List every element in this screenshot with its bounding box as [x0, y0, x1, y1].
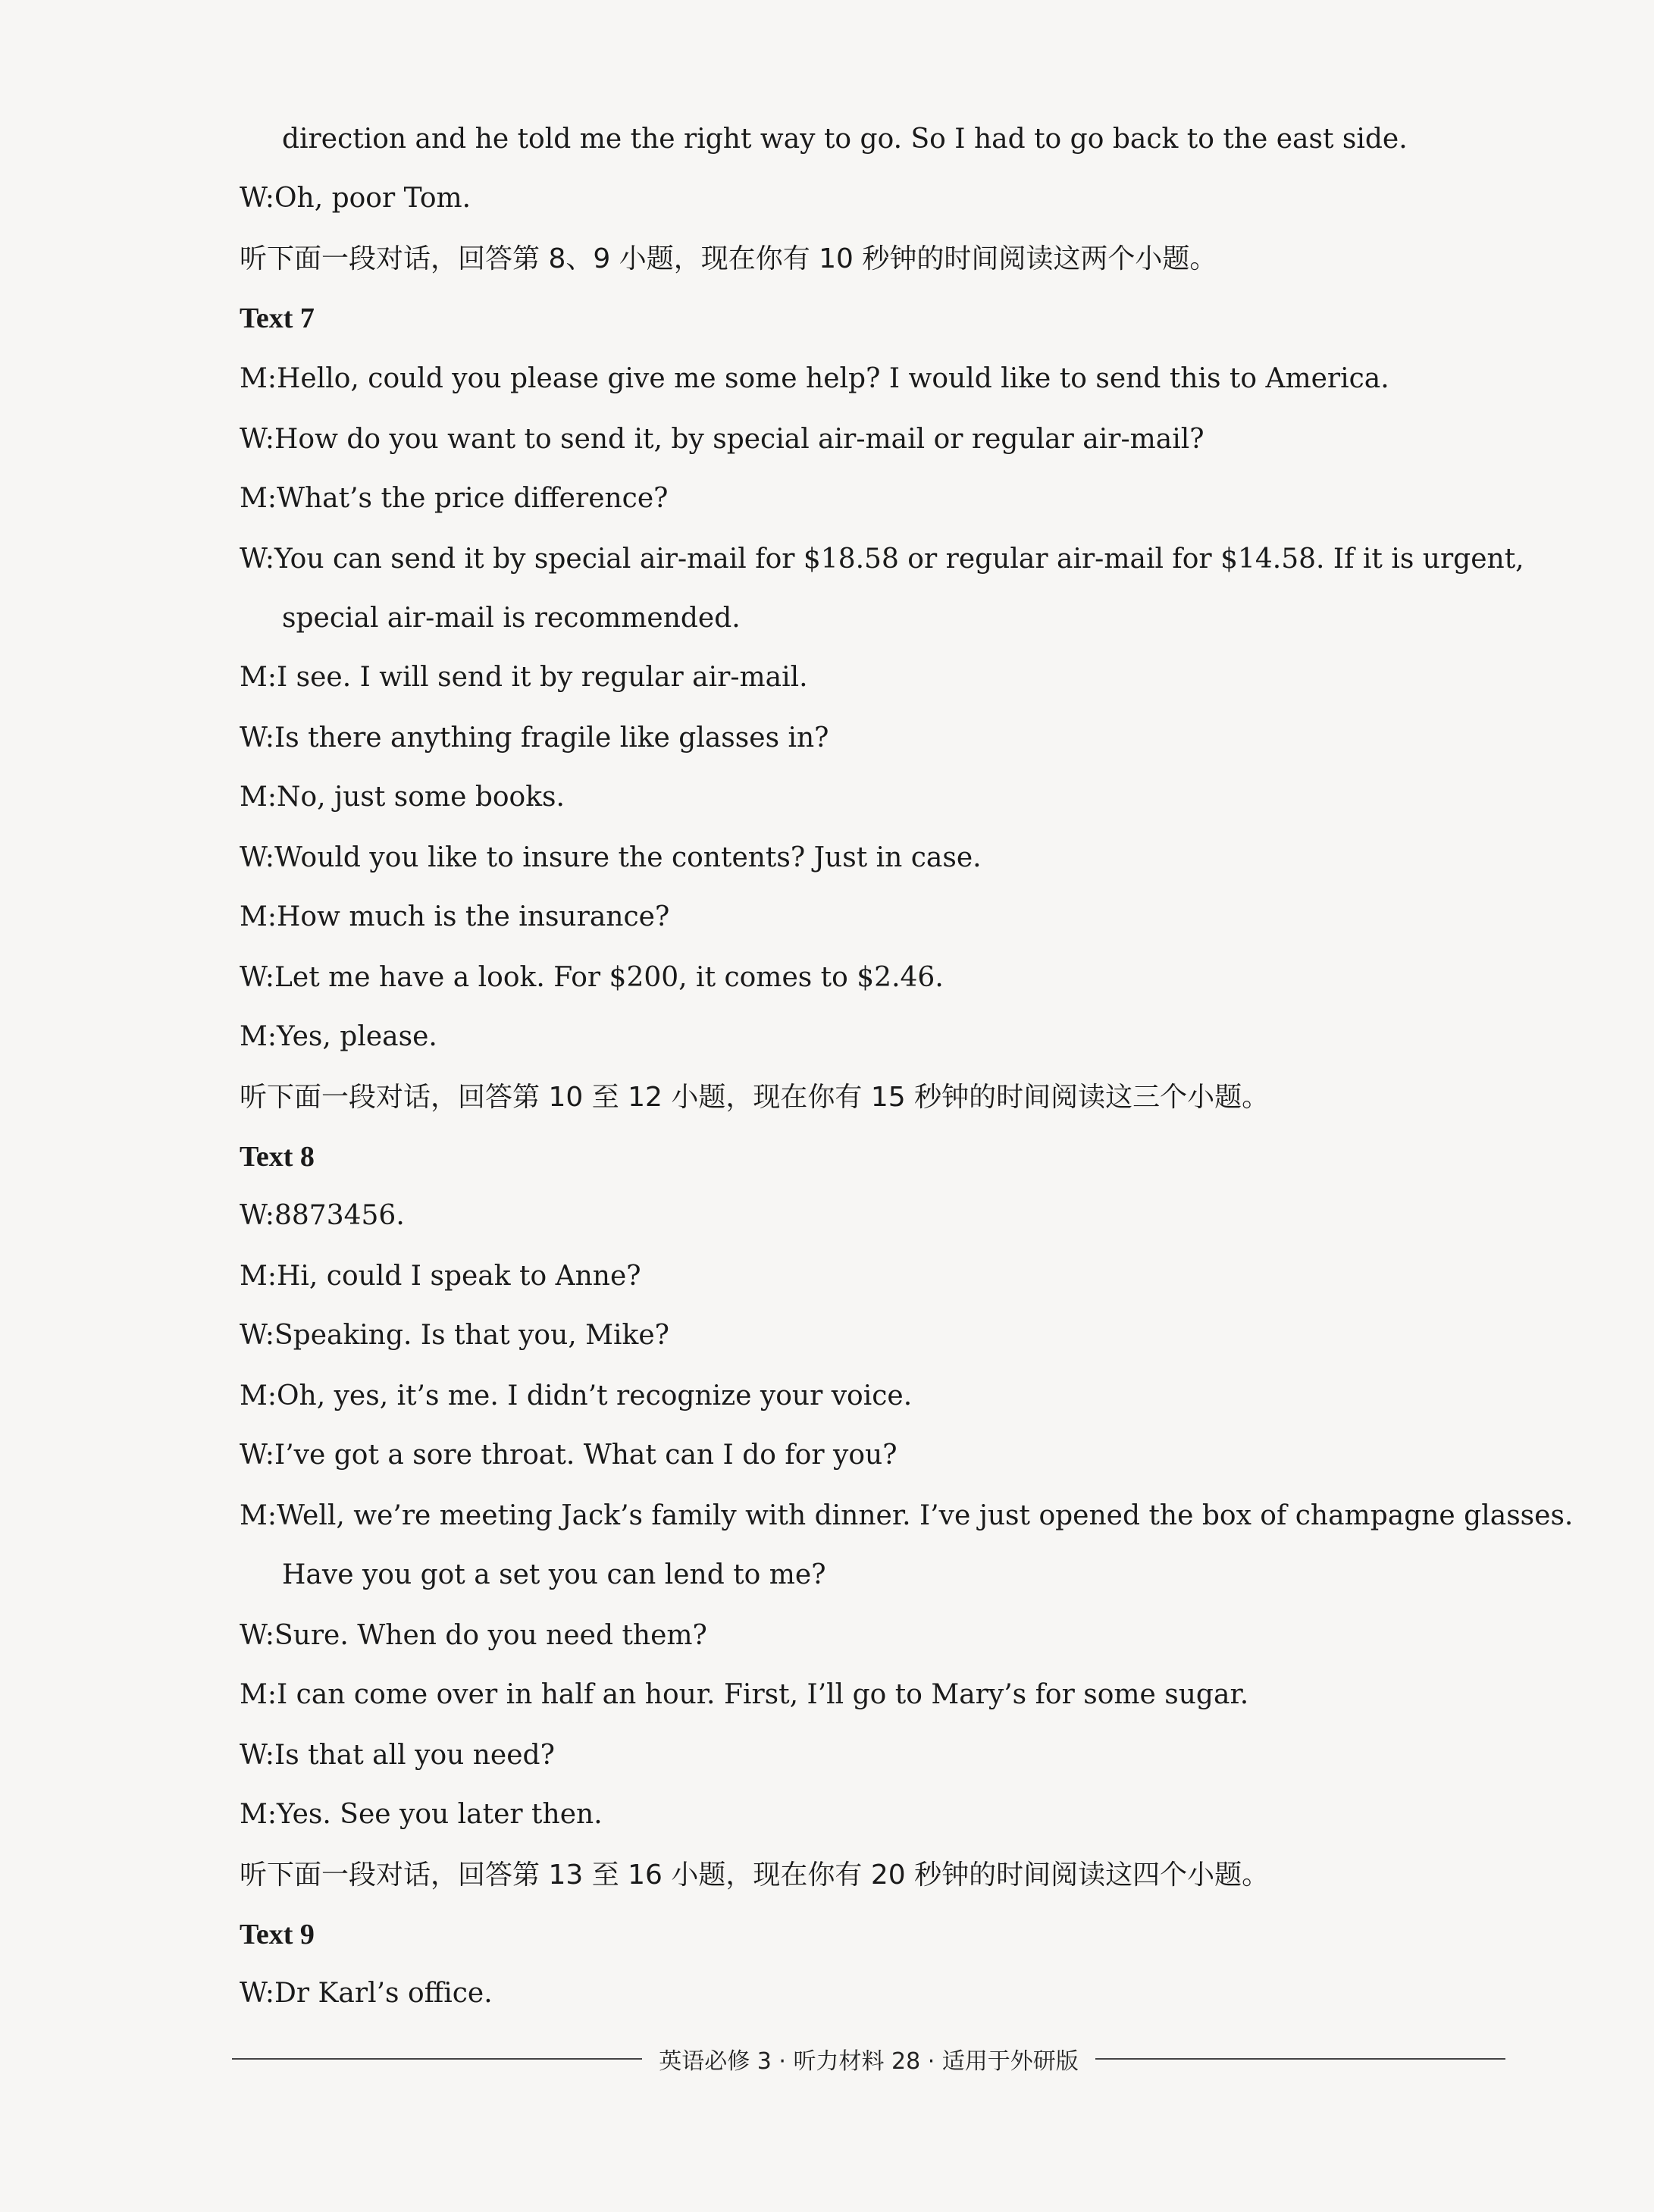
dialogue-line: M:I can come over in half an hour. First, I’ll go to Mary’s for some sugar.: [240, 1679, 1249, 1710]
dialogue-line: M:What’s the price difference?: [240, 483, 669, 514]
dialogue-line: W:How do you want to send it, by special air-mail or regular air-mail?: [240, 424, 1204, 455]
instruction-line: 听下面一段对话，回答第 13 至 16 小题，现在你有 20 秒钟的时间阅读这四个小题。: [240, 1860, 1270, 1891]
dialogue-line: M:I see. I will send it by regular air-mail.: [240, 662, 808, 693]
page-footer: [232, 2041, 1505, 2077]
dialogue-line: M:Hello, could you please give me some help? I would like to send this to America.: [240, 363, 1389, 394]
instruction-line: 听下面一段对话，回答第 8、9 小题，现在你有 10 秒钟的时间阅读这两个小题。: [240, 243, 1217, 274]
dialogue-line: W:Speaking. Is that you, Mike?: [240, 1320, 669, 1351]
dialogue-line: W:You can send it by special air-mail for $18.58 or regular air-mail for $14.58. If it is urgent,: [240, 544, 1524, 575]
dialogue-line: W:Sure. When do you need them?: [240, 1620, 707, 1651]
dialogue-line: M:Hi, could I speak to Anne?: [240, 1261, 641, 1292]
dialogue-line: M:Well, we’re meeting Jack’s family with dinner. I’ve just opened the box of champagne glasses.: [240, 1500, 1574, 1531]
dialogue-line: W:I’ve got a sore throat. What can I do for you?: [240, 1440, 897, 1471]
text-line: direction and he told me the right way to go. So I had to go back to the east side.: [282, 124, 1408, 155]
dialogue-line: W:Is that all you need?: [240, 1740, 555, 1771]
section-heading-text-9: Text 9: [240, 1919, 315, 1950]
dialogue-line: W:8873456.: [240, 1200, 405, 1231]
dialogue-line: M:Yes. See you later then.: [240, 1799, 603, 1830]
dialogue-line: W:Is there anything fragile like glasses in?: [240, 722, 829, 754]
instruction-line: 听下面一段对话，回答第 10 至 12 小题，现在你有 15 秒钟的时间阅读这三个小题。: [240, 1082, 1270, 1113]
dialogue-line: W:Would you like to insure the contents? Just in case.: [240, 842, 982, 873]
dialogue-line: W:Oh, poor Tom.: [240, 183, 471, 214]
footer-rule-right: [1095, 2058, 1505, 2060]
dialogue-continuation: special air-mail is recommended.: [282, 603, 741, 634]
dialogue-continuation: Have you got a set you can lend to me?: [282, 1559, 826, 1590]
dialogue-line: M:Yes, please.: [240, 1021, 437, 1052]
dialogue-line: M:How much is the insurance?: [240, 901, 670, 932]
footer-text: 英语必修 3 · 听力材料 28 · 适用于外研版: [659, 2048, 1079, 2075]
section-heading-text-7: Text 7: [240, 302, 315, 334]
footer-rule-left: [232, 2058, 642, 2060]
dialogue-line: W:Let me have a look. For $200, it comes to $2.46.: [240, 962, 944, 993]
dialogue-line: M:Oh, yes, it’s me. I didn’t recognize your voice.: [240, 1380, 913, 1411]
dialogue-line: M:No, just some books.: [240, 782, 565, 813]
section-heading-text-8: Text 8: [240, 1141, 315, 1173]
dialogue-line: W:Dr Karl’s office.: [240, 1978, 493, 2009]
